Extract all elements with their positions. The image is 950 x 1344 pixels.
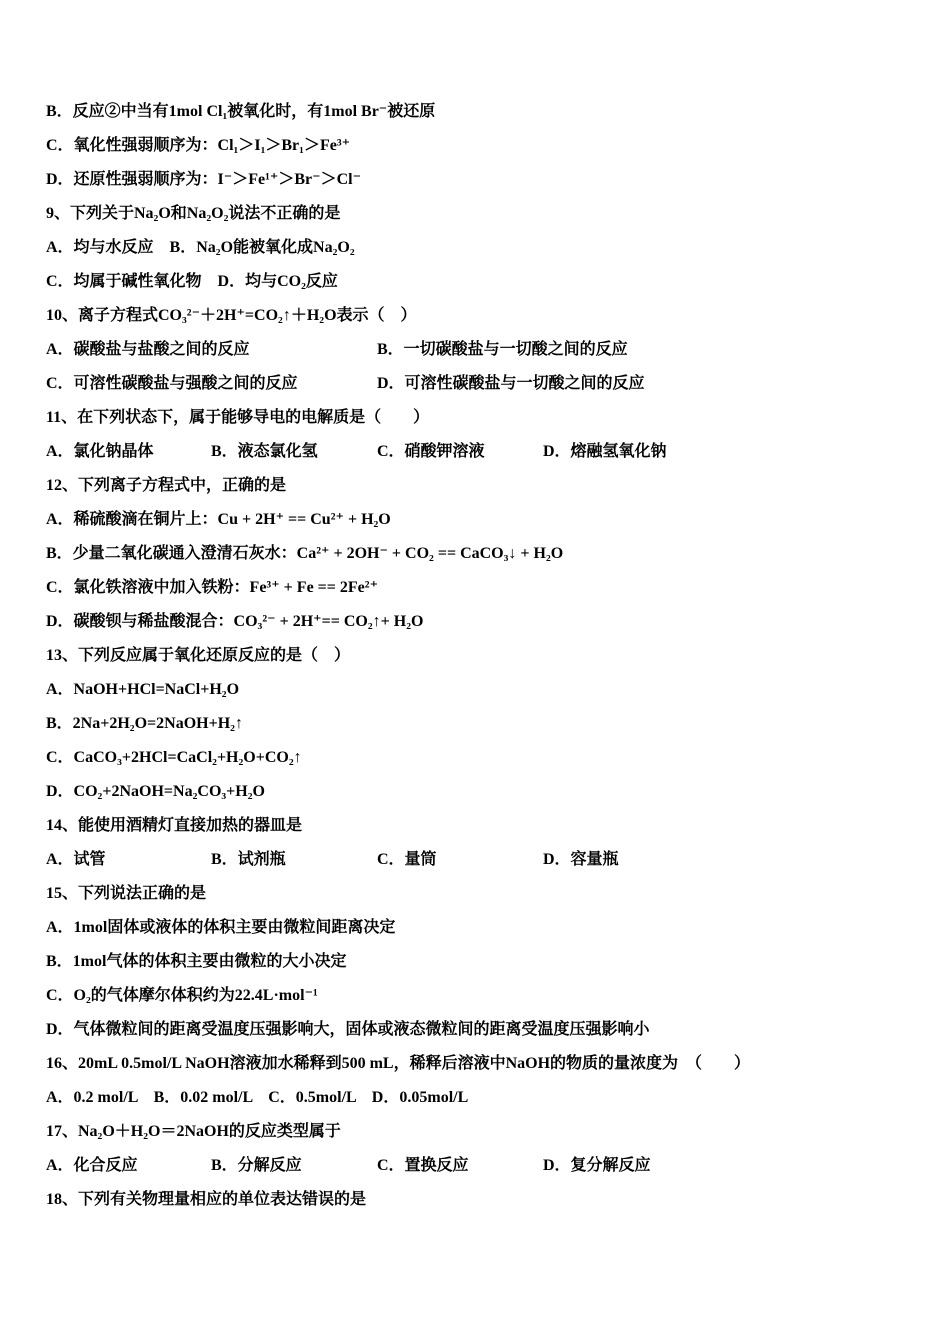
line-text: A．NaOH+HCl=NaCl+H₂O [46, 681, 240, 698]
line-text: 12、下列离子方程式中，正确的是 [46, 477, 287, 494]
line-text: 10、离子方程式CO₃²⁻＋2H⁺=CO₂↑＋H₂O表示（ ） [46, 307, 417, 324]
line-text: D．还原性强弱顺序为：I⁻＞Fe¹⁺＞Br⁻＞Cl⁻ [46, 171, 362, 188]
option-text: B．分解反应 [211, 1157, 302, 1174]
option-text: A．试管 [46, 851, 106, 868]
line-text: 9、下列关于Na₂O和Na₂O₂说法不正确的是 [46, 205, 341, 222]
line-text: C．CaCO₃+2HCl=CaCl₂+H₂O+CO₂↑ [46, 749, 302, 766]
option-text: C．可溶性碳酸盐与强酸之间的反应 [46, 375, 298, 392]
line-text: D．碳酸钡与稀盐酸混合：CO₃²⁻ + 2H⁺== CO₂↑+ H₂O [46, 613, 424, 630]
line-text: 14、能使用酒精灯直接加热的器皿是 [46, 817, 303, 834]
line-text: B．反应②中当有1mol Cl₁被氧化时，有1mol Br⁻被还原 [46, 103, 436, 120]
option-text: D．熔融氢氧化钠 [543, 443, 667, 460]
line-text: B．2Na+2H₂O=2NaOH+H₂↑ [46, 715, 243, 732]
line-text: 18、下列有关物理量相应的单位表达错误的是 [46, 1191, 367, 1208]
option-text: A．氯化钠晶体 [46, 443, 154, 460]
line-text: 11、在下列状态下，属于能够导电的电解质是（ ） [46, 409, 430, 426]
line-text: C．均属于碱性氧化物 D．均与CO₂反应 [46, 273, 338, 290]
line-text: A．1mol固体或液体的体积主要由微粒间距离决定 [46, 919, 396, 936]
line-text: B．少量二氧化碳通入澄清石灰水：Ca²⁺ + 2OH⁻ + CO₂ == CaCO₃↓ + H₂O [46, 545, 564, 562]
option-text: C．量筒 [377, 851, 437, 868]
line-text: C．氯化铁溶液中加入铁粉：Fe³⁺ + Fe == 2Fe²⁺ [46, 579, 379, 596]
line-text: 13、下列反应属于氧化还原反应的是（ ） [46, 647, 351, 664]
option-text: B．一切碳酸盐与一切酸之间的反应 [377, 341, 628, 358]
line-text: D．气体微粒间的距离受温度压强影响大，固体或液态微粒间的距离受温度压强影响小 [46, 1021, 650, 1038]
option-text: D．可溶性碳酸盐与一切酸之间的反应 [377, 375, 645, 392]
option-text: A．碳酸盐与盐酸之间的反应 [46, 341, 250, 358]
option-text: D．复分解反应 [543, 1157, 651, 1174]
line-text: A．稀硫酸滴在铜片上：Cu + 2H⁺ == Cu²⁺ + H₂O [46, 511, 391, 528]
line-text: C．氧化性强弱顺序为：Cl₁＞I₁＞Br₁＞Fe³⁺ [46, 137, 351, 154]
line-text: A．0.2 mol/L B．0.02 mol/L C．0.5mol/L D．0.05mol/L [46, 1089, 469, 1106]
option-text: D．容量瓶 [543, 851, 619, 868]
line-text: 16、20mL 0.5mol/L NaOH溶液加水稀释到500 mL，稀释后溶液中NaOH的物质的量浓度为 （ ） [46, 1055, 751, 1072]
option-text: B．液态氯化氢 [211, 443, 318, 460]
option-text: C．硝酸钾溶液 [377, 443, 485, 460]
option-text: B．试剂瓶 [211, 851, 286, 868]
option-text: C．置换反应 [377, 1157, 469, 1174]
line-text: A．均与水反应 B．Na₂O能被氧化成Na₂O₂ [46, 239, 355, 256]
line-text: B．1mol气体的体积主要由微粒的大小决定 [46, 953, 347, 970]
option-text: A．化合反应 [46, 1157, 138, 1174]
line-text: C．O₂的气体摩尔体积约为22.4L·mol⁻¹ [46, 987, 318, 1004]
line-text: 15、下列说法正确的是 [46, 885, 207, 902]
line-text: 17、Na₂O＋H₂O＝2NaOH的反应类型属于 [46, 1123, 341, 1140]
line-text: D．CO₂+2NaOH=Na₂CO₃+H₂O [46, 783, 265, 800]
